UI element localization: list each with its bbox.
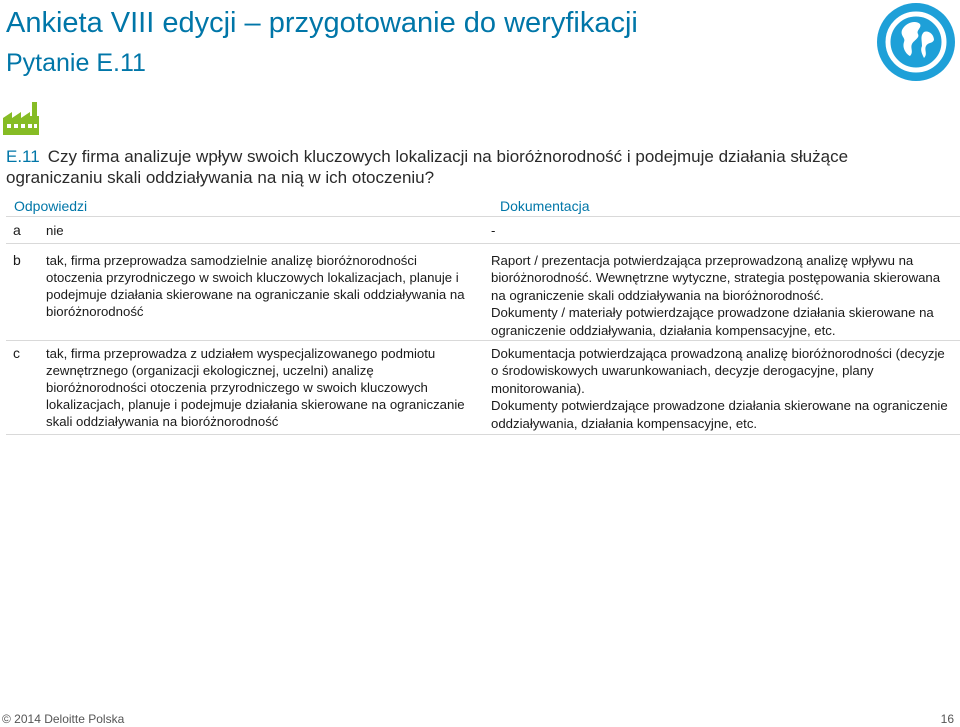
factory-icon [2, 100, 42, 136]
documentation-line: Dokumenty potwierdzające prowadzone działania skierowane na ograniczenie oddziaływania, działania kompensacyjne, etc. [491, 398, 948, 431]
divider [6, 434, 960, 435]
row-answer: tak, firma przeprowadza samodzielnie analizę bioróżnorodności otoczenia przyrodniczego w swoich kluczowych lokalizacjach, planuje i podejmuje działania skierowane na ograniczanie skali oddziaływania na bioróżnorodność [46, 253, 465, 319]
row-letter: a [13, 222, 21, 238]
row-documentation [491, 252, 953, 339]
question-body: Czy firma analizuje wpływ swoich kluczowych lokalizacji na bioróżnorodność i podejmuje działania służące ograniczaniu skali oddziaływania na nią w ich otoczeniu? [6, 147, 849, 187]
documentation-line: Dokumenty / materiały potwierdzające prowadzone działania skierowane na ograniczenie oddziaływania, działania kompensacyjne, etc. [491, 305, 934, 338]
footer-copyright: © 2014 Deloitte Polska [2, 712, 125, 726]
documentation-header: Dokumentacja [500, 198, 590, 214]
documentation-line: Dokumentacja potwierdzająca prowadzoną analizę bioróżnorodności (decyzje o środowiskowych uwarunkowaniach, decyzje derogacyjne, plany monitorowania). [491, 346, 945, 396]
slide-subtitle: Pytanie E.11 [6, 49, 146, 77]
slide-title: Ankieta VIII edycji – przygotowanie do weryfikacji [6, 7, 638, 39]
divider [6, 216, 960, 217]
documentation-line: Raport / prezentacja potwierdzająca przeprowadzoną analizę wpływu na bioróżnorodność. Wewnętrzne wytyczne, strategia postępowania skierowana na ograniczenie skali oddziaływania na bioróżnorodność. [491, 253, 941, 303]
question-number: E.11 [6, 147, 40, 166]
row-letter: c [13, 345, 20, 361]
question-text [6, 146, 946, 188]
documentation-line: - [491, 223, 496, 238]
answers-header: Odpowiedzi [14, 198, 88, 214]
row-answer: nie [46, 223, 64, 238]
row-documentation [491, 345, 953, 432]
row-documentation [491, 222, 953, 239]
globe-icon [876, 2, 956, 82]
divider [6, 340, 960, 341]
divider [6, 243, 960, 244]
row-answer: tak, firma przeprowadza z udziałem wyspecjalizowanego podmiotu zewnętrznego (organizacji ekologicznej, uczelni) analizę bioróżnorodności otoczenia przyrodniczego w swoich kluczowych lokalizacjach, planuje i podejmuje działania skierowane na ograniczanie skali oddziaływania na bioróżnorodność [46, 346, 465, 429]
row-letter: b [13, 252, 21, 268]
page-number: 16 [940, 712, 954, 726]
